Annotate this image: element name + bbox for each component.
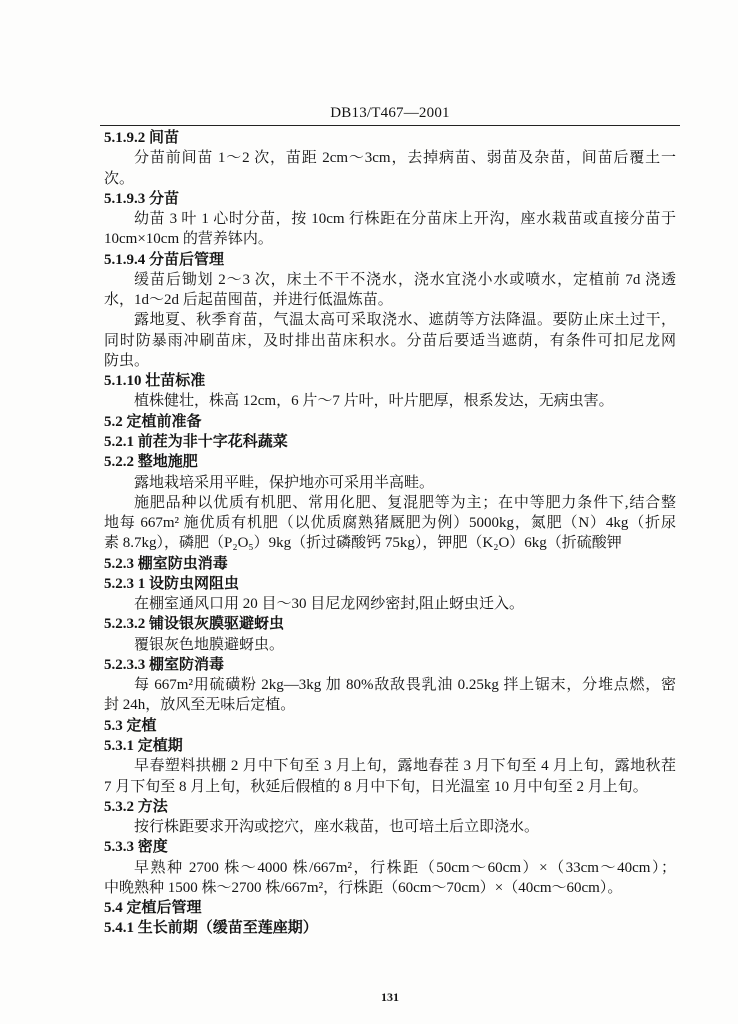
section-heading: 5.2.3 1 设防虫网阻虫 (104, 575, 240, 592)
paragraph (104, 391, 676, 411)
paragraph (104, 493, 676, 554)
section-heading: 5.3 定植 (104, 717, 157, 734)
paragraph-line: 分苗前间苗 1～2 次，苗距 2cm～3cm，去掉病苗、弱苗及杂苗，间苗后覆土一 (134, 150, 676, 167)
paragraph-line: 中晚熟种 1500 株～2700 株/667m²，行株距（60cm～70cm）×（40cm～60cm）。 (104, 879, 623, 896)
paragraph-line: 次。 (104, 170, 135, 187)
section-heading: 5.1.10 壮苗标准 (104, 373, 206, 390)
section-heading: 5.2.2 整地施肥 (104, 454, 198, 471)
paragraph-line: 10cm×10cm 的营养钵内。 (104, 231, 273, 248)
paragraph-line: 素 8.7kg），磷肥（P₂O₅）9kg（折过磷酸钙 75kg），钾肥（K₂O）6kg（折硫酸钾 (104, 535, 622, 552)
paragraph-line: 早熟种 2700 株～4000 株/667m²，行株距（50cm～60cm）×（33cm～40cm）； (134, 859, 676, 876)
section-heading: 5.4.1 生长前期（缓苗至莲座期） (104, 920, 318, 937)
paragraph (104, 675, 676, 716)
section-heading: 5.1.9.2 间苗 (104, 130, 180, 146)
section-heading: 5.1.9.4 分苗后管理 (104, 251, 225, 268)
paragraph (104, 635, 676, 655)
paragraph-line: 每 667m²用硫磺粉 2kg—3kg 加 80%敌敌畏乳油 0.25kg 拌上锯末，分堆点燃，密 (134, 677, 676, 694)
section-heading: 5.4 定植后管理 (104, 900, 202, 917)
section-heading: 5.2.3 棚室防虫消毒 (104, 555, 228, 572)
section-heading: 5.2 定植前准备 (104, 413, 202, 430)
paragraph-line: 水，1d～2d 后起苗囤苗，并进行低温炼苗。 (104, 292, 393, 309)
paragraph (104, 310, 676, 371)
paragraph (104, 817, 676, 837)
page-number: 131 (381, 990, 399, 1004)
paragraph (104, 756, 676, 797)
doc-code: DB13/T467—2001 (330, 105, 450, 121)
paragraph-line: 封 24h，放风至无味后定植。 (104, 697, 296, 714)
paragraph-line: 7 月下旬至 8 月上旬，秋延后假植的 8 月中下旬，日光温室 10 月中旬至 2 月上旬。 (104, 778, 648, 795)
paragraph-line: 植株健壮，株高 12cm，6 片～7 片叶，叶片肥厚，根系发达，无病虫害。 (134, 393, 614, 410)
paragraph-line: 施肥品种以优质有机肥、常用化肥、复混肥等为主；在中等肥力条件下,结合整 (134, 494, 676, 511)
paragraph (104, 858, 676, 899)
section-heading: 5.3.1 定植期 (104, 737, 183, 754)
section-heading: 5.3.3 密度 (104, 839, 168, 856)
header-rule (100, 125, 680, 126)
paragraph-line: 防虫。 (104, 352, 150, 369)
paragraph (104, 473, 676, 493)
paragraph (104, 594, 676, 614)
paragraph-line: 地每 667m² 施优质有机肥（以优质腐熟猪厩肥为例）5000kg，氮肥（N）4kg（折尿 (104, 515, 676, 532)
paragraph-line: 露地夏、秋季育苗，气温太高可采取浇水、遮荫等方法降温。要防止床土过干， (134, 312, 676, 329)
section-heading: 5.1.9.3 分苗 (104, 190, 180, 207)
page-content (104, 128, 676, 939)
section-heading: 5.3.2 方法 (104, 798, 168, 815)
section-heading: 5.2.1 前茬为非十字花科蔬菜 (104, 433, 288, 450)
paragraph-line: 露地栽培采用平畦，保护地亦可采用半高畦。 (134, 474, 435, 491)
section-heading: 5.2.3.3 棚室防消毒 (104, 656, 225, 673)
paragraph-line: 在棚室通风口用 20 目～30 目尼龙网纱密封,阻止蚜虫迁入。 (134, 596, 525, 613)
paragraph (104, 148, 676, 189)
paragraph (104, 209, 676, 250)
section-heading: 5.2.3.2 铺设银灰膜驱避蚜虫 (104, 616, 285, 633)
paragraph-line: 早春塑料拱棚 2 月中下旬至 3 月上旬，露地春茬 3 月下旬至 4 月上旬，露地秋茬 (134, 758, 676, 775)
paragraph-line: 缓苗后锄划 2～3 次，床土不干不浇水，浇水宜浇小水或喷水，定植前 7d 浇透 (134, 271, 676, 288)
paragraph-line: 幼苗 3 叶 1 心时分苗，按 10cm 行株距在分苗床上开沟，座水栽苗或直接分苗于 (134, 211, 676, 228)
paragraph-line: 按行株距要求开沟或挖穴，座水栽苗，也可培土后立即浇水。 (134, 819, 540, 836)
paragraph-line: 同时防暴雨冲刷苗床，及时排出苗床积水。分苗后要适当遮荫，有条件可扣尼龙网 (104, 332, 676, 349)
paragraph-line: 覆银灰色地膜避蚜虫。 (134, 636, 285, 653)
paragraph (104, 270, 676, 311)
